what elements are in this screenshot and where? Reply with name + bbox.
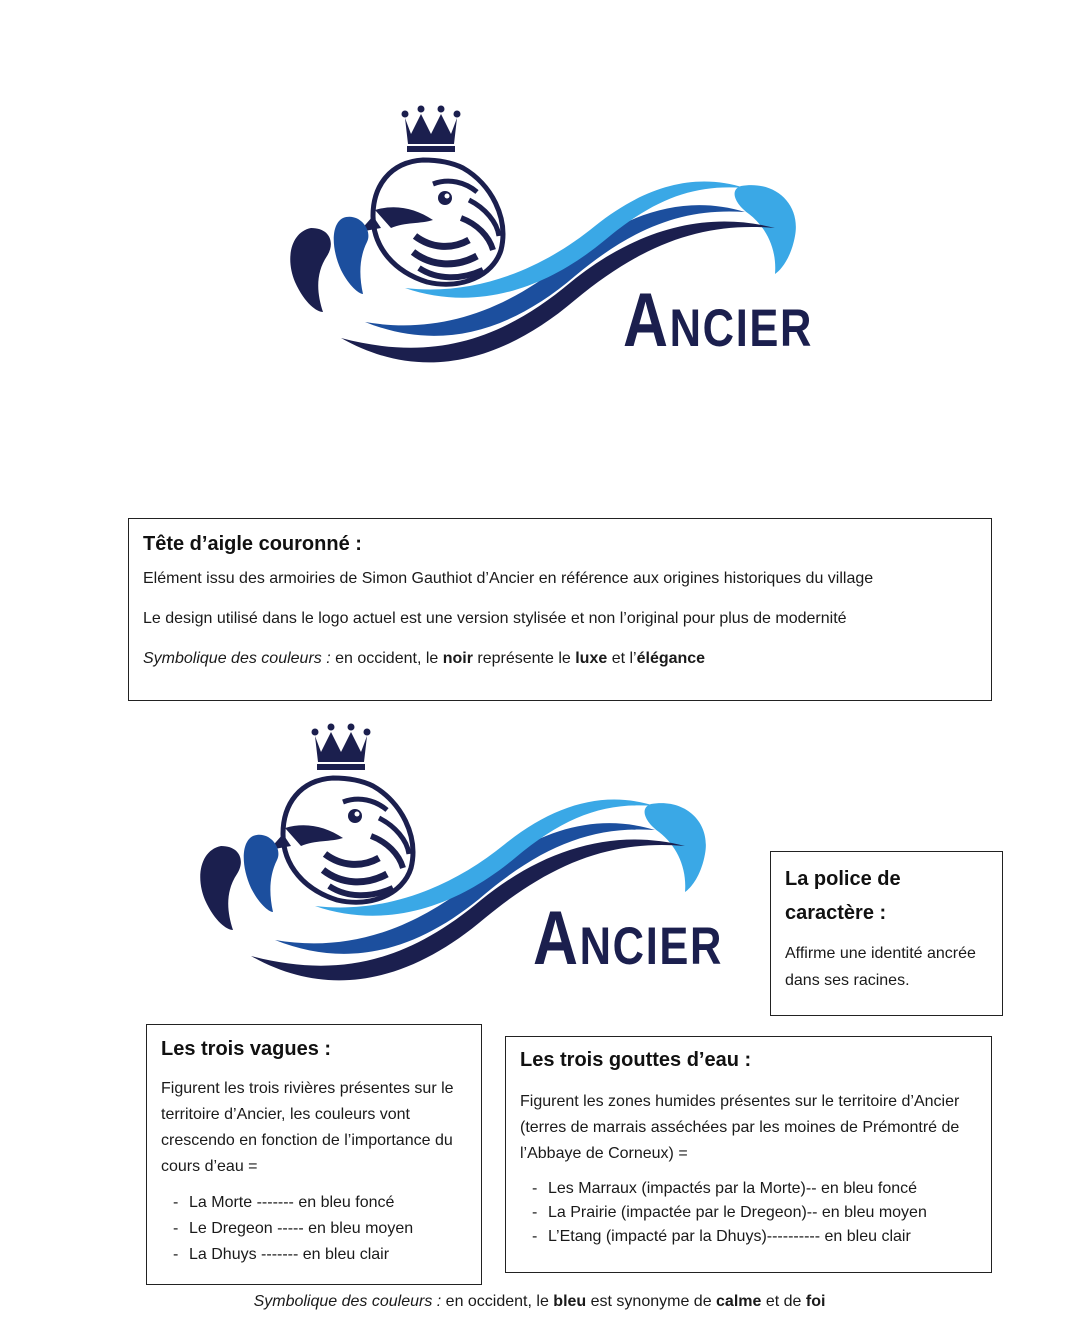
waves-box-title: Les trois vagues : (161, 1038, 332, 1060)
list-item: - La Prairie (impactée par le Dregeon)-- en bleu moyen (532, 1201, 979, 1225)
eagle-head-info-box (128, 518, 992, 701)
symbolism-bold: foi (805, 1293, 826, 1310)
symbolism-text: représente le (472, 650, 576, 667)
symbolism-bold: luxe (575, 650, 608, 667)
symbolism-label: Symbolique des couleurs : (143, 650, 331, 667)
wetlands-list (532, 1177, 979, 1249)
symbolism-text: et de (761, 1293, 806, 1310)
symbolism-text: est synonyme de (586, 1293, 717, 1310)
drops-box-text: Figurent les zones humides présentes sur le territoire d’Ancier (terres de marrais asséchées par les moines de Prémontré de l’Abbaye de Corneux) = (520, 1093, 960, 1162)
list-item: - Le Dregeon ----- en bleu moyen (173, 1216, 469, 1242)
list-item: - La Morte ------- en bleu foncé (173, 1190, 469, 1216)
waves-box-text: Figurent les trois rivières présentes sur le territoire d’Ancier, les couleurs vont crescendo en fonction de l’importance du cours d’eau = (161, 1080, 454, 1175)
symbolism-bold: calme (716, 1293, 762, 1310)
logo-wordmark: Ancier (623, 278, 814, 363)
logo-wordmark: Ancier (533, 896, 724, 981)
drops-box-title: Les trois gouttes d’eau : (520, 1049, 752, 1071)
symbolism-text: en occident, le (330, 650, 443, 667)
eagle-box-title: Tête d’aigle couronné : (143, 533, 362, 555)
symbolism-text: et l’ (607, 650, 637, 667)
font-info-box (770, 851, 1003, 1016)
symbolism-bold: bleu (553, 1293, 587, 1310)
symbolism-bold: noir (442, 650, 473, 667)
waves-info-box (146, 1024, 482, 1285)
list-item: - L’Etang (impacté par la Dhuys)---------- en bleu clair (532, 1225, 979, 1249)
ancier-logo (255, 100, 815, 400)
drops-info-box (505, 1036, 992, 1273)
symbolism-bold: élégance (636, 650, 706, 667)
font-box-title: La police de caractère : (785, 868, 901, 924)
eagle-box-symbolism (143, 649, 977, 669)
list-item: - Les Marraux (impactés par la Morte)-- en bleu foncé (532, 1177, 979, 1201)
eagle-box-line-1: Elément issu des armoiries de Simon Gauthiot d’Ancier en référence aux origines historiques du village (143, 570, 874, 587)
eagle-box-line-2: Le design utilisé dans le logo actuel est une version stylisée et non l’original pour plus de modernité (143, 610, 847, 627)
footer-symbolism-note (0, 1290, 1079, 1314)
font-box-text: Affirme une identité ancrée dans ses racines. (785, 945, 976, 989)
ancier-logo-secondary (165, 718, 725, 1018)
rivers-list (173, 1190, 469, 1268)
symbolism-text: en occident, le (441, 1293, 554, 1310)
list-item: - La Dhuys ------- en bleu clair (173, 1242, 469, 1268)
symbolism-label: Symbolique des couleurs : (253, 1293, 442, 1310)
